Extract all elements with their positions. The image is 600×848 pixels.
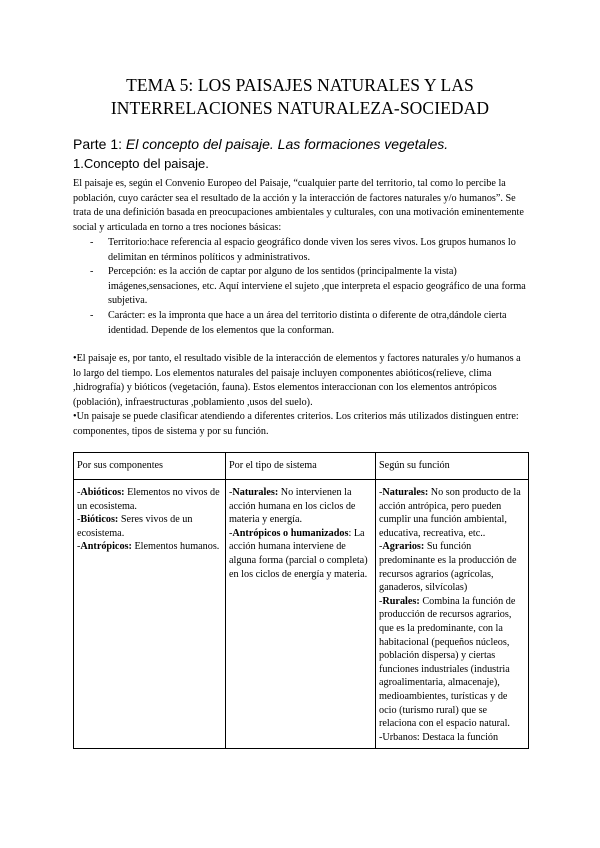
section-heading: 1.Concepto del paisaje. bbox=[73, 156, 209, 171]
entry-text: : La acción humana interviene de alguna forma (parcial o completa) en los ciclos de energía y materia. bbox=[229, 527, 368, 580]
entry-prefix: - bbox=[229, 527, 233, 539]
entry-term: Rurales: bbox=[382, 595, 420, 607]
table-entry bbox=[379, 540, 526, 594]
table-header-row bbox=[74, 453, 529, 480]
entry-prefix: - bbox=[77, 514, 81, 526]
entry-term: Abióticos: bbox=[80, 487, 125, 498]
table-entry bbox=[77, 486, 222, 513]
entry-prefix: - bbox=[379, 731, 383, 743]
entry-term: Bióticos: bbox=[80, 514, 119, 526]
table-row bbox=[74, 480, 529, 749]
table-entry bbox=[229, 486, 372, 527]
cell-system-type bbox=[226, 480, 376, 749]
entry-prefix: - bbox=[379, 595, 383, 607]
cell-components bbox=[74, 480, 226, 749]
entry-term: Naturales: bbox=[382, 487, 429, 498]
classification-paragraph bbox=[73, 352, 528, 440]
notions-list bbox=[90, 236, 528, 338]
entry-text: Combina la función de producción de recursos agrarios, que es la predominante, con la habitacional (pequeños núcleos, población dispersa) y ciertas funciones industriales (industria agroalimentaria, almacenaje), medioambientes, turísticas y de ocio (turismo rural) que se relaciona con el espacio natural. bbox=[379, 595, 516, 730]
notion-territorio: - Territorio:hace referencia al espacio geográfico donde viven los seres vivos. Los grupos humanos lo delimitan en términos políticos y administrativos. bbox=[90, 236, 528, 265]
entry-term: Antrópicos o humanizados bbox=[232, 527, 349, 539]
classification-table bbox=[73, 452, 529, 749]
entry-term: Antrópicos: bbox=[80, 541, 132, 553]
title-line-1: TEMA 5: LOS PAISAJES NATURALES Y LAS bbox=[126, 75, 474, 95]
part-title: El concepto del paisaje. Las formaciones vegetales. bbox=[125, 136, 449, 152]
paragraph-result: •El paisaje es, por tanto, el resultado visible de la interacción de elementos y factores naturales y/o humanos a lo largo del tiempo. Los elementos naturales del paisaje incluyen componentes abióticos(relieve, clima ,hidrografía) y bióticos (vegetación, fauna). Estos elementos interaccionan con los elementos antrópicos (población), infraestructuras ,poblamiento ,usos del suelo). bbox=[73, 353, 521, 408]
entry-prefix: - bbox=[77, 541, 81, 553]
entry-prefix: - bbox=[229, 487, 233, 498]
entry-text: No son producto de la acción antrópica, pero pueden cumplir una función ambiental, educativa, recreativa, etc.. bbox=[379, 487, 521, 539]
header-system-type: Por el tipo de sistema bbox=[226, 453, 376, 480]
document-title bbox=[60, 74, 540, 120]
entry-text: Elementos humanos. bbox=[131, 541, 220, 553]
paragraph-criteria: •Un paisaje se puede clasificar atendiendo a diferentes criterios. Los criterios más utilizados distinguen entre: componentes, tipos de sistema y por su función. bbox=[73, 411, 519, 437]
entry-text: Su función predominante es la producción de recursos agrarios (agrícolas, ganaderos, silvícolas) bbox=[379, 541, 517, 594]
part-label: Parte 1: bbox=[73, 136, 123, 152]
notion-percepcion: - Percepción: es la acción de captar por alguno de los sentidos (principalmente la vista) imágenes,sensaciones, etc. Aquí interviene el sujeto ,que interpreta el espacio geográfico de una forma subjetiva. bbox=[90, 265, 528, 309]
cell-function bbox=[376, 480, 529, 749]
table-entry bbox=[379, 595, 526, 731]
entry-term: Naturales: bbox=[232, 487, 279, 498]
intro-paragraph: El paisaje es, según el Convenio Europeo del Paisaje, “cualquier parte del territorio, tal como lo percibe la población, cuyo carácter sea el resultado de la acción y la interacción de factores naturales y/o humanos”. Se trata de una definición basada en preocupaciones ambientales y culturales, con una motivación eminentemente social y articulada en torno a tres nociones básicas: bbox=[73, 178, 524, 233]
entry-text: Elementos no vivos de un ecosistema. bbox=[77, 487, 220, 512]
notion-caracter: - Carácter: es la impronta que hace a un área del territorio distinta o diferente de otra,dándole cierta identidad. Depende de los elementos que la conforman. bbox=[90, 309, 528, 338]
table-entry bbox=[379, 486, 526, 540]
entry-text: Urbanos: Destaca la función bbox=[382, 731, 499, 743]
table-entry bbox=[77, 513, 222, 540]
entry-text: No intervienen la acción humana en los ciclos de materia y energía. bbox=[229, 487, 356, 526]
part-heading bbox=[73, 136, 448, 152]
table-entry bbox=[379, 731, 526, 745]
entry-prefix: - bbox=[379, 541, 383, 553]
table-entry bbox=[229, 527, 372, 581]
header-function: Según su función bbox=[376, 453, 529, 480]
entry-prefix: - bbox=[379, 487, 383, 498]
entry-term: Agrarios: bbox=[382, 541, 425, 553]
header-components: Por sus componentes bbox=[74, 453, 226, 480]
entry-text: Seres vivos de un ecosistema. bbox=[77, 514, 193, 539]
table-entry bbox=[77, 540, 222, 554]
title-line-2: INTERRELACIONES NATURALEZA-SOCIEDAD bbox=[110, 98, 490, 118]
entry-prefix: - bbox=[77, 487, 81, 498]
